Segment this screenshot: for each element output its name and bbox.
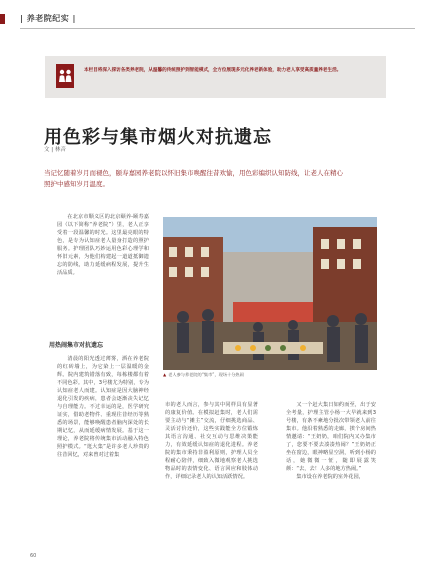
caption-text: 老人参与养老院的“集市”，现场十分热闹 [168, 372, 244, 377]
family-icon [56, 64, 74, 88]
paragraph: 又一个赶大集日如约而至，出于安全考量，护理主管小杨一大早就来到3号楼，有条不紊地分批次带领老人前往集市。他沿着熟悉的走廊，挨个房间热情邀请：“王奶奶，咱们院内又办集市了，您要不要去凑凑热闹？”王奶奶正坐在窗边，眼神略显空洞，听到小杨的话，她微微一怔，随即展露笑颜：“去，去！人多的地方热闹。” [286, 402, 376, 472]
photo-caption [163, 372, 244, 378]
section-marker [0, 14, 5, 24]
caption-marker-icon: ▲ [163, 372, 167, 377]
paragraph: 市的老人而言，参与其中同样具有显著的康复价值。在模拟赶集时，老人们需要主动与“摊主”交流，仔细挑选商品、灵活讨价还价，这些实践能全方位锻炼其语言沟通、社交互动与思维决策能力，有效延缓认知症的退化进程。养老院的集市秉持非盈利原则，护理人员全程耐心陪伴，细致入微地观察老人挑选物品时的表情变化、语言回应和肢体动作，详细记录老人的认知活跃情况。 [165, 402, 258, 480]
page-number: 60 [30, 553, 37, 559]
body-column-1-top [57, 213, 149, 277]
intro-box [45, 56, 386, 98]
body-column-2 [165, 401, 258, 481]
market-photo [163, 217, 377, 370]
byline: 文 | 林音 [44, 147, 66, 153]
body-column-3 [286, 401, 376, 481]
paragraph: 集市设在养老院的室外花园， [296, 474, 364, 480]
subheading: 用热闹集市对抗遗忘 [49, 342, 104, 349]
paragraph: 在北京市顺义区的北京颐养-颐寿嘉园（以下简称“养老院”）里，老人正享受着一段温馨的时光。这里最亮眼的特色，是专为认知症老人量身打造的照护服务。护理团队巧妙运用色彩心理学和怀旧元素，为他们构建起一道道抵御遗忘的防线，助力延缓病程发展，提升生活品质。 [57, 214, 149, 276]
paragraph: 清晨的阳光透过薄雾，洒在养老院的红砖墙上，为它染上一层温暖的金辉。院内建筑错落有致，每栋楼都有着不同色彩。其中，3号楼尤为特别，专为认知症老人而建。认知症是因大脑神经退化引发的疾病，患者会逐渐丧失记忆与自理能力。不过幸运的是，医学研究证实，借助老物件、重现往昔经历等熟悉的场景，能够唤醒患者脑内深处的长期记忆，从而延缓病情发展。基于这一理论，养老院将传统集市活动融入特色照护模式。“逛大集”是许多老人珍贵的往昔回忆，对来曾对过着集 [57, 356, 149, 458]
section-title: | 养老院纪实 | [20, 14, 76, 23]
header-divider [20, 28, 415, 29]
article-title: 用色彩与集市烟火对抗遗忘 [44, 127, 272, 148]
body-column-1-bottom [57, 355, 149, 459]
intro-text: 本栏目将深入探访各类养老院，从温馨的传统照护到智能模式，全方位展现多元化养老新体验，助力老人享受高质量养老生活。 [84, 68, 342, 73]
article-lead: 当记忆随着岁月而褪色，颐寿嘉园养老院以怀旧集市唤醒往昔欢愉，用色彩编织认知防线，让老人在精心照护中感知岁月温度。 [44, 169, 343, 188]
